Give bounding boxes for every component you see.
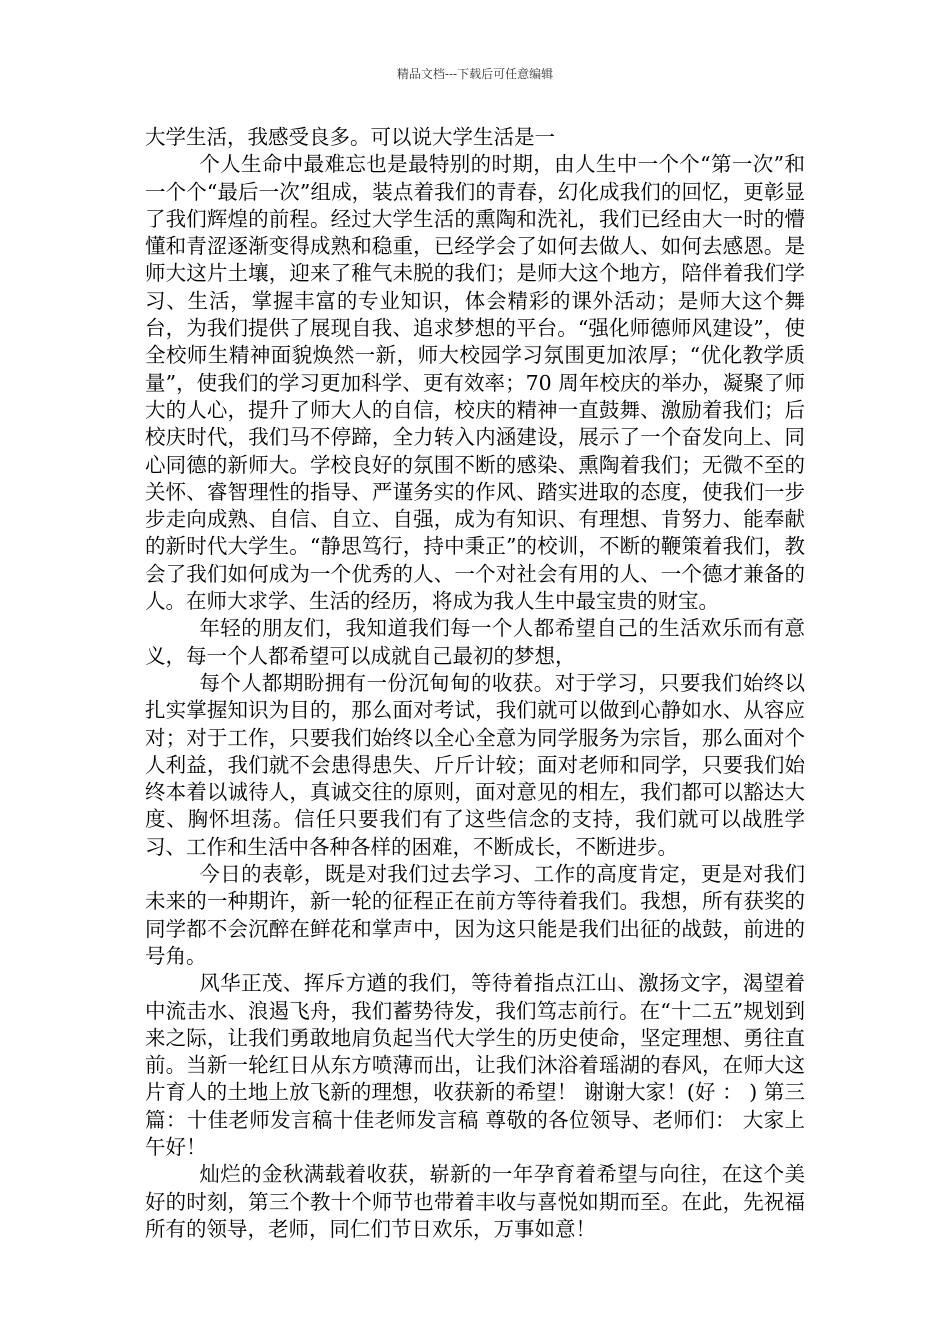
- paragraph-3: 年轻的朋友们，我知道我们每一个人都希望自己的生活欢乐而有意义，每一个人都希望可以成就自己最初的梦想，: [145, 616, 805, 668]
- document-body: [145, 124, 805, 1243]
- page-header: 精品文档---下载后可任意编辑: [396, 67, 554, 81]
- paragraph-6: 风华正茂、挥斥方遒的我们，等待着指点江山、激扬文字，渴望着中流击水、浪遏飞舟，我们蓄势待发，我们笃志前行。在“十二五”规划到来之际，让我们勇敢地肩负起当代大学生的历史使命，坚定理想、勇往直前。当新一轮红日从东方喷薄而出，让我们沐浴着瑶湖的春风，在师大这片育人的土地上放飞新的理想，收获新的希望！ 谢谢大家！(好 ： ) 第三篇：十佳老师发言稿十佳老师发言稿 尊敬的各位领导、老师们： 大家上午好！: [145, 971, 805, 1159]
- paragraph-7: 灿烂的金秋满载着收获，崭新的一年孕育着希望与向往，在这个美好的时刻，第三个教十个师节也带着丰收与喜悦如期而至。在此，先祝福所有的领导，老师，同仁们节日欢乐，万事如意！: [145, 1162, 805, 1241]
- paragraph-1: 大学生活，我感受良多。可以说大学生活是一: [145, 125, 555, 149]
- paragraph-4: 每个人都期盼拥有一份沉甸甸的收获。对于学习，只要我们始终以扎实掌握知识为目的，那么面对考试，我们就可以做到心静如水、从容应对；对于工作，只要我们始终以全心全意为同学服务为宗旨，那么面对个人利益，我们就不会患得患失、斤斤计较；面对老师和同学，只要我们始终本着以诚待人，真诚交往的原则，面对意见的相左，我们都可以豁达大度、胸怀坦荡。信任只要我们有了这些信念的支持，我们就可以战胜学习、工作和生活中各种各样的困难，不断成长，不断进步。: [145, 670, 805, 859]
- paragraph-5: 今日的表彰，既是对我们过去学习、工作的高度肯定，更是对我们未来的一种期许，新一轮的征程正在前方等待着我们。我想，所有获奖的同学都不会沉醉在鲜花和掌声中，因为这只能是我们出征的战鼓，前进的号角。: [145, 862, 805, 968]
- paragraph-2: 个人生命中最难忘也是最特别的时期，由人生中一个个“第一次”和一个个“最后一次”组成，装点着我们的青春，幻化成我们的回忆，更彰显了我们辉煌的前程。经过大学生活的熏陶和洗礼，我们已经由大一时的懵懂和青涩逐渐变得成熟和稳重，已经学会了如何去做人、如何去感恩。是师大这片土壤，迎来了稚气未脱的我们；是师大这个地方，陪伴着我们学习、生活，掌握丰富的专业知识，体会精彩的课外活动；是师大这个舞台，为我们提供了展现自我、追求梦想的平台。“强化师德师风建设”，使全校师生精神面貌焕然一新，师大校园学习氛围更加浓厚；“优化教学质量”，使我们的学习更加科学、更有效率；70 周年校庆的举办，凝聚了师大的人心，提升了师大人的自信，校庆的精神一直鼓舞、激励着我们；后校庆时代，我们马不停蹄，全力转入内涵建设，展示了一个奋发向上、同心同德的新师大。学校良好的氛围不断的感染、熏陶着我们；无微不至的关怀、睿智理性的指导、严谨务实的作风、踏实进取的态度，使我们一步步走向成熟、自信、自立、自强，成为有知识、有理想、肯努力、能奉献的新时代大学生。“静思笃行，持中秉正”的校训，不断的鞭策着我们，教会了我们如何成为一个优秀的人、一个对社会有用的人、一个德才兼备的人。在师大求学、生活的经历，将成为我人生中最宝贵的财宝。: [145, 152, 805, 614]
